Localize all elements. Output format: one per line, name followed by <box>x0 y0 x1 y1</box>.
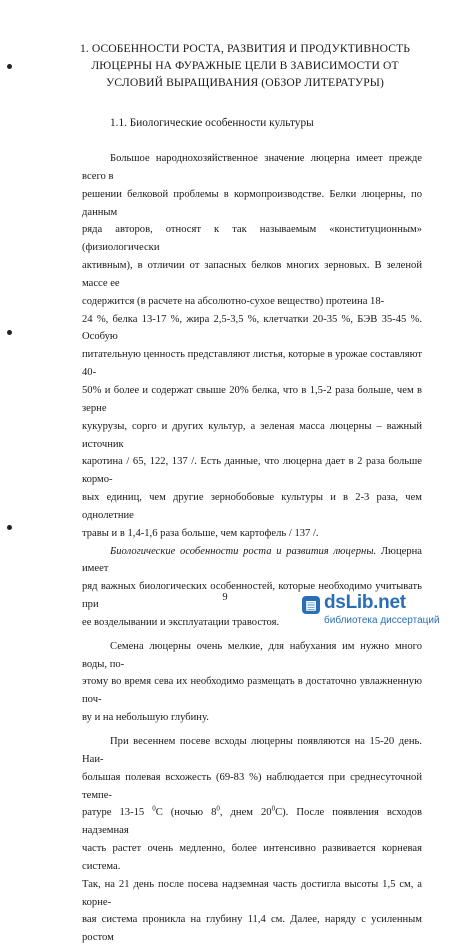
site-watermark <box>302 592 450 632</box>
text-line: При весеннем посеве всходы люцерны появляются на 15-20 день. Наи- <box>82 736 422 765</box>
book-icon: ▤ <box>302 596 320 614</box>
binder-hole-dot <box>7 525 12 530</box>
watermark-tagline: библиотека диссертаций <box>324 615 440 626</box>
text-line: Семена люцерны очень мелкие, для набухания им нужно много воды, по- <box>82 640 422 670</box>
section-subheading: 1.1. Биологические особенности культуры <box>110 117 314 129</box>
chapter-heading-line: УСЛОВИЙ ВЫРАЩИВАНИЯ (ОБЗОР ЛИТЕРАТУРЫ) <box>106 76 384 89</box>
text-line: активным), в отличии от запасных белков многих зерновых. В зеленой массе ее <box>82 260 422 289</box>
text-line: кукурузы, сорго и других культур, а зеленая масса люцерны – важный источник <box>82 420 422 450</box>
chapter-heading-line: 1. ОСОБЕННОСТИ РОСТА, РАЗВИТИЯ И ПРОДУКТИВНОСТЬ <box>79 42 411 55</box>
text-line: содержится (в расчете на абсолютно-сухое вещество) протеина 18- <box>82 295 385 307</box>
text-line: 24 %, белка 13-17 %, жира 2,5-3,5 %, клетчатки 20-35 %, БЭВ 35-45 %. Особую <box>82 313 422 343</box>
text-line: вая система проникла на глубину 11,4 см. Далее, наряду с усиленным ростом <box>82 914 422 944</box>
text-line: 50% и более и содержат свыше 20% белка, что в 1,5-2 раза больше, чем в зерне <box>82 384 422 414</box>
chapter-heading <box>70 40 420 91</box>
text-line: вых единиц, чем другие зернобобовые культуры и в 2-3 раза, чем однолетние <box>82 492 422 521</box>
binder-hole-dot <box>7 330 12 335</box>
text-line: ряда авторов, относят к так называемым «конституционным» (физиологически <box>82 224 422 254</box>
text-line: ву и на небольшую глубину. <box>82 712 209 724</box>
paragraph <box>82 150 422 543</box>
text-line: большая полевая всхожесть (69-83 %) наблюдается при среднесуточной темпе- <box>82 771 422 801</box>
text-line: ратуре 13-15 $^0$С (ночью $8^0$, днем $20^0С$). После появления всходов надземная <box>82 804 422 837</box>
text-line: ряд важных биологических особенностей, которые необходимо учитывать при <box>82 581 422 611</box>
text-line: Люцерна имеет <box>82 545 422 575</box>
paragraph <box>82 733 422 947</box>
watermark-logo: dsLib.net <box>324 592 406 613</box>
text-line: травы и в 1,4-1,6 раза больше, чем картофель / 137 /. <box>82 527 319 539</box>
text-line: Так, на 21 день после посева надземная часть достигла высоты 1,5 см, а корне- <box>82 878 422 908</box>
text-line: Большое народнохозяйственное значение люцерна имеет прежде всего в <box>82 153 422 182</box>
paragraph <box>82 638 422 727</box>
body-text <box>82 150 422 947</box>
text-line: каротина / 65, 122, 137 /. Есть данные, что люцерна дает в 2 раза больше кормо- <box>82 456 422 486</box>
text-line: этому во время сева их необходимо размещать в достаточно увлажненную поч- <box>82 676 422 706</box>
page-number: 9 <box>222 592 228 603</box>
text-line: часть растет очень медленно, более интенсивно развивается корневая система. <box>82 843 422 872</box>
italic-lead-in: Биологические особенности роста и развития люцерны. <box>110 545 377 557</box>
text-line: ее возделывании и эксплуатации травостоя. <box>82 616 280 628</box>
chapter-heading-line: ЛЮЦЕРНЫ НА ФУРАЖНЫЕ ЦЕЛИ В ЗАВИСИМОСТИ ОТ <box>91 59 399 72</box>
text-line: решении белковой проблемы в кормопроизводстве. Белки люцерны, по данным <box>82 188 422 218</box>
text-line: питательную ценность представляют листья, которые в урожае составляют 40- <box>82 349 422 379</box>
binder-hole-dot <box>7 64 12 69</box>
